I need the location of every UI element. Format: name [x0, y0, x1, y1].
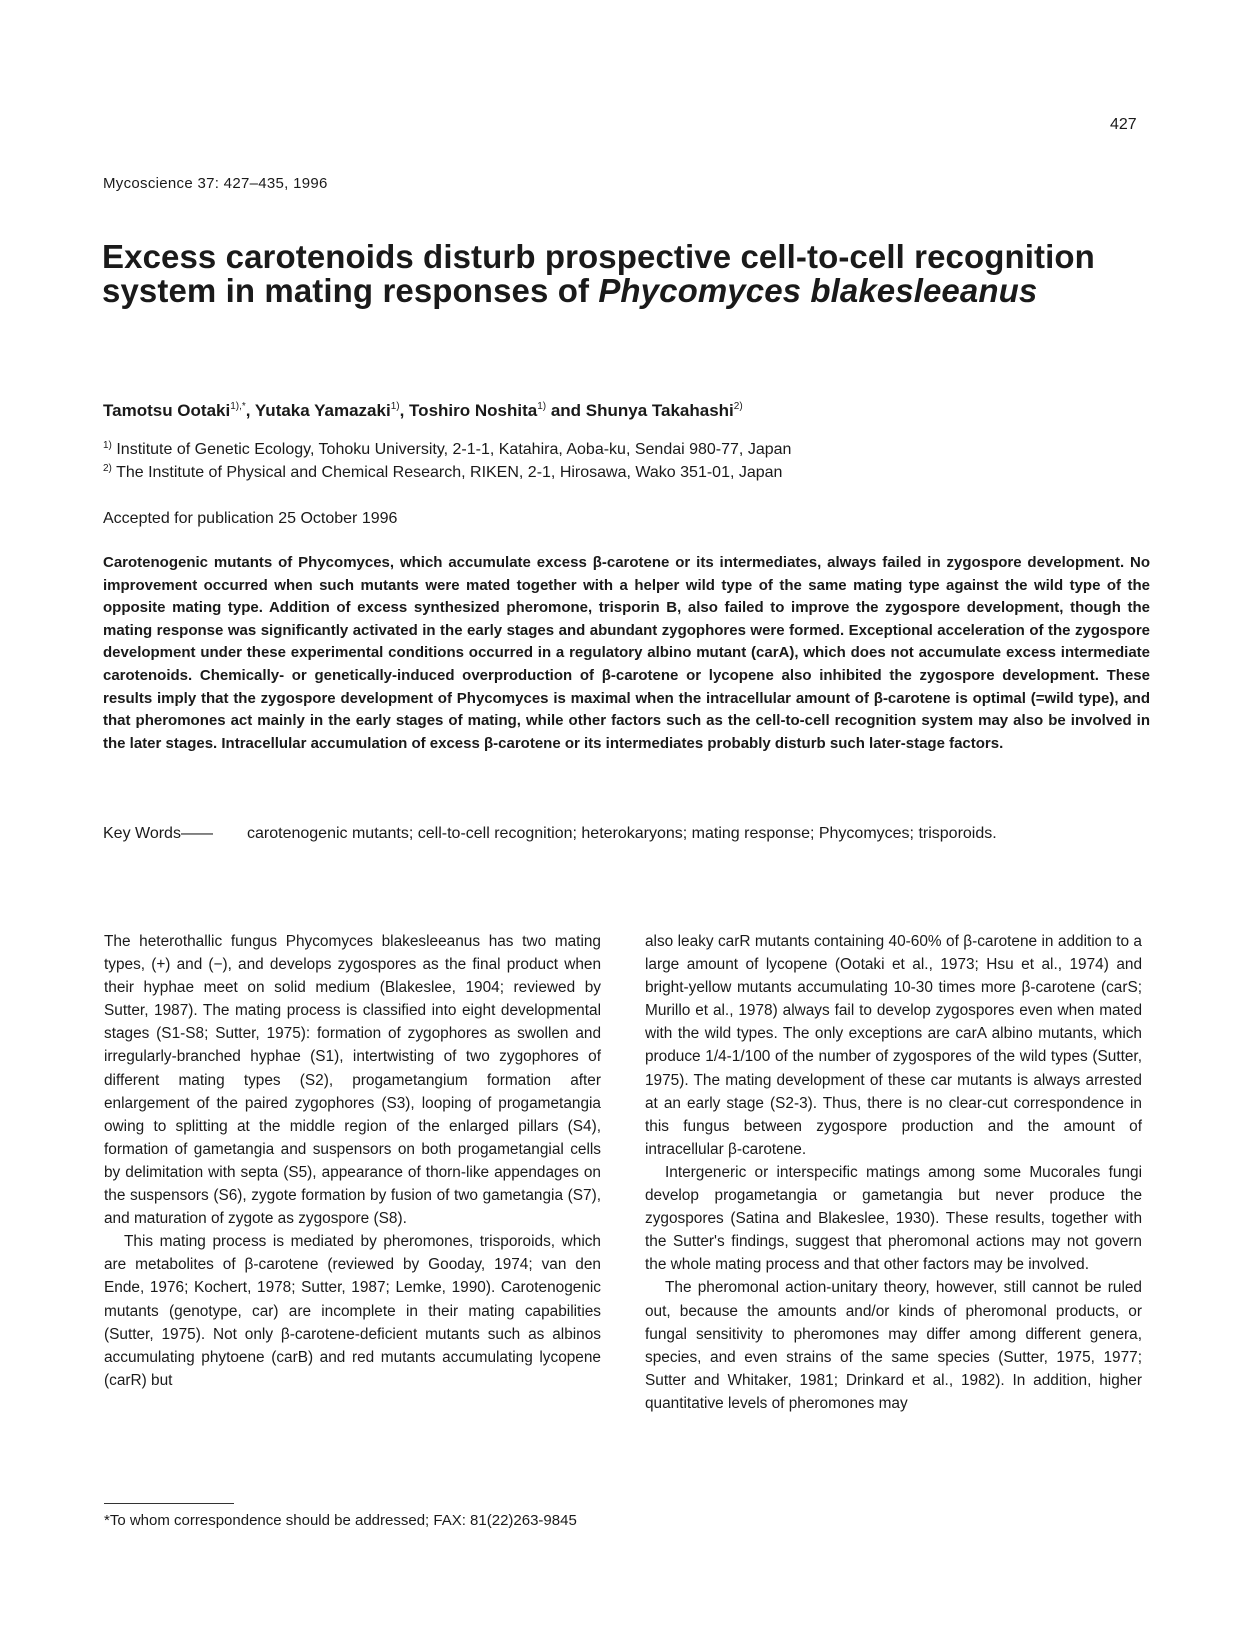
abstract: Carotenogenic mutants of Phycomyces, which accumulate excess β-carotene or its intermediates, always failed in zygospore development. No improvement occurred when such mutants were mated together with a helper wild type of the same mating type against the wild type of the opposite mating type. Addition of excess synthesized pheromone, trisporin B, also failed to improve the zygospore development, though the mating response was significantly activated in the early stages and abundant zygophores were formed. Exceptional acceleration of the zygospore development under these experimental conditions occurred in a regulatory albino mutant (carA), which does not accumulate excess intermediate carotenoids. Chemically- or genetically-induced overproduction of β-carotene or lycopene also inhibited the zygospore development. These results imply that the zygospore development of Phycomyces is maximal when the intracellular amount of β-carotene is optimal (=wild type), and that pheromones act mainly in the early stages of mating, while other factors such as the cell-to-cell recognition system may also be involved in the later stages. Intracellular accumulation of excess β-carotene or its intermediates probably disturb such later-stage factors. [103, 554, 1150, 752]
author-name: , Yutaka Yamazaki [245, 401, 391, 420]
author-name: , Toshiro Noshita [399, 401, 538, 420]
article-title [102, 240, 1152, 308]
keywords-label: Key Words—— [103, 825, 213, 842]
journal-citation: Mycoscience 37: 427–435, 1996 [103, 175, 328, 192]
author-name: Tamotsu Ootaki [103, 401, 231, 420]
affiliation-1 [103, 440, 791, 459]
affiliation-2 [103, 463, 782, 482]
title-text: Excess carotenoids disturb prospective cell-to-cell recognition system in mating responses of [102, 238, 1095, 309]
correspondence-footnote: *To whom correspondence should be addressed; FAX: 81(22)263-9845 [104, 1512, 577, 1529]
affiliation-mark: 1) [103, 440, 112, 451]
keywords [103, 822, 1150, 846]
body-column-right [645, 930, 1142, 1415]
body-paragraph: Intergeneric or interspecific matings among some Mucorales fungi develop progametangia or gametangia but never produce the zygospores (Satina and Blakeslee, 1930). These results, together with the Sutter's findings, suggest that pheromonal actions may not govern the whole mating process and that other factors may be involved. [645, 1163, 1142, 1274]
author-affiliation-mark: 1) [390, 401, 400, 412]
author-affiliation-mark: 1) [537, 401, 547, 412]
page-number: 427 [1110, 116, 1137, 133]
author-list [103, 401, 743, 421]
body-paragraph: This mating process is mediated by pheromones, trisporoids, which are metabolites of β-carotene (reviewed by Gooday, 1974; van den Ende, 1976; Kochert, 1978; Sutter, 1987; Lemke, 1990). Carotenogenic mutants (genotype, car) are incomplete in their mating capabilities (Sutter, 1975). Not only β-carotene-deficient mutants such as albinos accumulating phytoene (carB) and red mutants accumulating lycopene (carR) but [104, 1233, 601, 1389]
footnote-divider [104, 1503, 234, 1504]
accepted-date: Accepted for publication 25 October 1996 [103, 510, 398, 527]
body-paragraph: also leaky carR mutants containing 40-60% of β-carotene in addition to a large amount of lycopene (Ootaki et al., 1973; Hsu et al., 1974) and bright-yellow mutants accumulating 10-30 times more β-carotene (carS; Murillo et al., 1978) always fail to develop zygospores even when mated with the wild types. The only exceptions are carA albino mutants, which produce 1/4-1/100 of the number of zygospores of the wild types (Sutter, 1975). The mating development of these car mutants is always arrested at an early stage (S2-3). Thus, there is no clear-cut correspondence in this fungus between zygospore production and the amount of intracellular β-carotene. [645, 933, 1142, 1158]
body-paragraph: The heterothallic fungus Phycomyces blakesleeanus has two mating types, (+) and (−), and develops zygospores as the final product when their hyphae meet on solid medium (Blakeslee, 1904; reviewed by Sutter, 1987). The mating process is classified into eight developmental stages (S1-S8; Sutter, 1975): formation of zygophores as swollen and irregularly-branched hyphae (S1), intertwisting of two zygophores of different mating types (S2), progametangium formation after enlargement of the paired zygophores (S3), looping of progametangia owing to splitting at the middle region of the enlarged pillars (S4), formation of gametangia and suspensors on both progametangial cells by delimitation with septa (S5), appearance of thorn-like appendages on the suspensors (S6), zygote formation by fusion of two gametangia (S7), and maturation of zygote as zygospore (S8). [104, 933, 601, 1228]
affiliation-text: The Institute of Physical and Chemical Research, RIKEN, 2-1, Hirosawa, Wako 351-01, Japan [111, 464, 783, 481]
body-column-left [104, 930, 601, 1392]
keywords-text: carotenogenic mutants; cell-to-cell recognition; heterokaryons; mating response; Phycomyces; trisporoids. [247, 825, 997, 842]
author-name: and Shunya Takahashi [546, 401, 734, 420]
affiliation-text: Institute of Genetic Ecology, Tohoku University, 2-1-1, Katahira, Aoba-ku, Sendai 980-77, Japan [111, 441, 792, 458]
affiliation-mark: 2) [103, 463, 112, 474]
body-paragraph: The pheromonal action-unitary theory, however, still cannot be ruled out, because the amounts and/or kinds of pheromonal products, or fungal sensitivity to pheromones may differ among different genera, species, and even strains of the same species (Sutter, 1975, 1977; Sutter and Whitaker, 1981; Drinkard et al., 1982). In addition, higher quantitative levels of pheromones may [645, 1279, 1142, 1412]
title-species: Phycomyces blakesleeanus [598, 272, 1038, 309]
author-affiliation-mark: 2) [733, 401, 743, 412]
author-affiliation-mark: 1),* [230, 401, 246, 412]
